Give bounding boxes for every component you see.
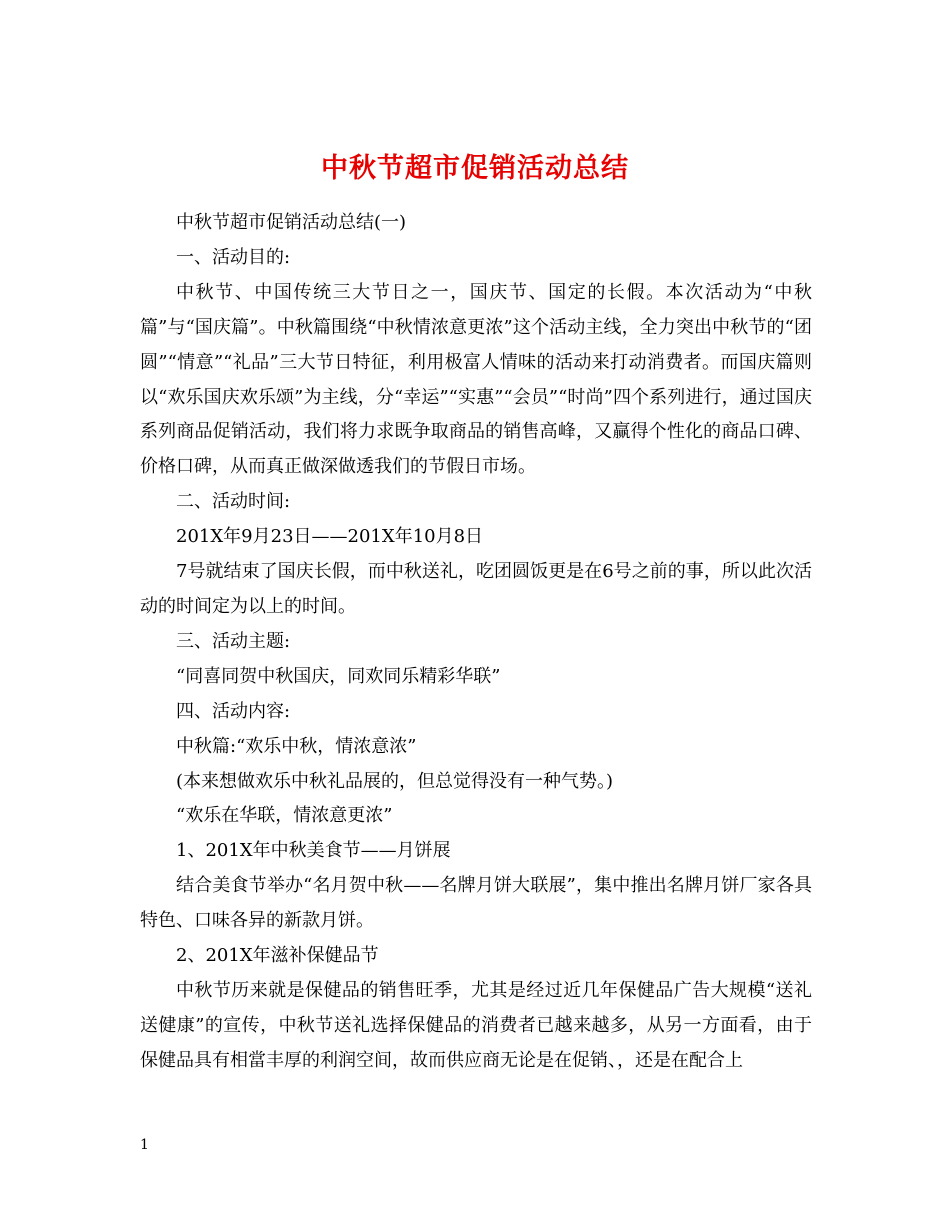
paragraph-section-heading: 四、活动内容: bbox=[176, 700, 291, 722]
paragraph-section-heading: 三、活动主题: bbox=[176, 630, 291, 652]
paragraph: (本来想做欢乐中秋礼品展的，但总觉得没有一种气势。) bbox=[176, 770, 614, 792]
paragraph: 中秋节、中国传统三大节日之一，国庆节、国定的长假。本次活动为“中秋篇”与“国庆篇”。中秋篇围绕“中秋情浓意更浓”这个活动主线，全力突出中秋节的“团圆”“情意”“礼品”三大节日特征，利用极富人情味的活动来打动消费者。而国庆篇则以“欢乐国庆欢乐颂”为主线，分“幸运”“实惠”“会员”“时尚”四个系列进行，通过国庆系列商品促销活动，我们将力求既争取商品的销售高峰，又赢得个性化的商品口碑、价格口碑，从而真正做深做透我们的节假日市场。 bbox=[140, 281, 812, 478]
paragraph-section-heading: 二、活动时间: bbox=[176, 491, 291, 513]
document-title: 中秋节超市促销活动总结 bbox=[321, 153, 629, 185]
paragraph: 201X年9月23日——201X年10月8日 bbox=[176, 526, 484, 548]
paragraph-subheading: 2、201X年滋补保健品节 bbox=[176, 945, 379, 967]
paragraph-subheading: 1、201X年中秋美食节——月饼展 bbox=[176, 840, 451, 862]
paragraph: 中秋篇:“欢乐中秋，情浓意浓” bbox=[176, 735, 417, 757]
paragraph-section-heading: 一、活动目的: bbox=[176, 246, 291, 268]
paragraph-subtitle: 中秋节超市促销活动总结(一) bbox=[176, 212, 407, 233]
paragraph: 中秋节历来就是保健品的销售旺季，尤其是经过近几年保健品广告大规模“送礼送健康”的宣传，中秋节送礼选择保健品的消费者已越来越多，从另一方面看，由于保健品具有相當丰厚的利润空间，故而供应商无论是在促销、，还是在配合上 bbox=[140, 979, 812, 1071]
paragraph: 7号就结束了国庆长假，而中秋送礼，吃团圆饭更是在6号之前的事，所以此次活动的时间定为以上的时间。 bbox=[140, 561, 812, 617]
paragraph: “欢乐在华联，情浓意更浓” bbox=[176, 805, 393, 827]
page-number: 1 bbox=[140, 1137, 149, 1153]
document-body bbox=[140, 206, 812, 1079]
paragraph: 结合美食节举办“名月贺中秋——名牌月饼大联展”，集中推出名牌月饼厂家各具特色、口味各异的新款月饼。 bbox=[140, 875, 812, 932]
paragraph: “同喜同贺中秋国庆，同欢同乐精彩华联” bbox=[176, 665, 501, 687]
